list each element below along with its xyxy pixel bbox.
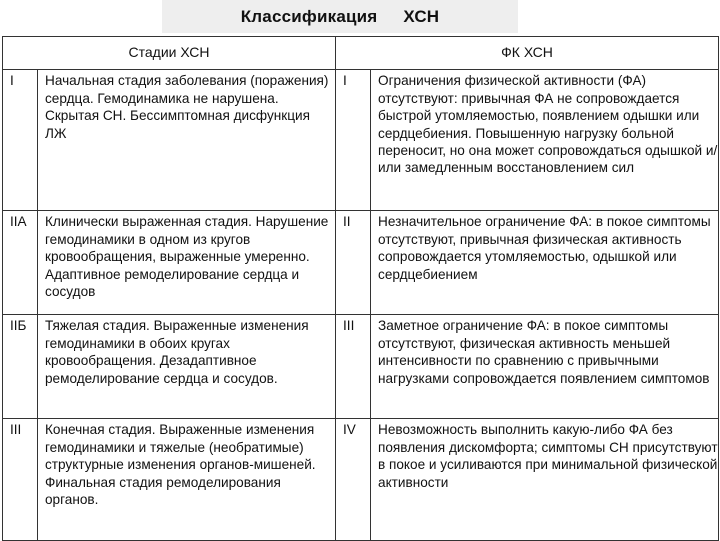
fc-code: IV [336,419,371,541]
header-stages: Стадии ХСН [3,37,336,70]
stage-description: Начальная стадия заболевания (поражения) сердца. Гемодинамика не нарушена. Скрытая СН. Бессимптомная дисфункция ЛЖ [38,70,336,211]
fc-description: Заметное ограничение ФА: в покое симптомы отсутствуют, физическая активность меньшей интенсивности по сравнению с привычными нагрузками сопровождается появлением симптомов [371,315,719,419]
fc-description: Невозможность выполнить какую-либо ФА без появления дискомфорта; симптомы СН присутствуют в покое и усиливаются при минимальной физической активности [371,419,719,541]
table-row [3,70,719,211]
table-header-row [3,37,719,70]
stage-code: I [3,70,38,211]
stage-code: IIA [3,211,38,315]
title-hsn: ХСН [403,6,440,26]
title-classification: Классификация [240,6,378,26]
stage-description: Конечная стадия. Выраженные изменения гемодинамики и тяжелые (необратимые) структурные изменения органов-мишеней. Финальная стадия ремоделирования органов. [38,419,336,541]
stage-description: Клинически выраженная стадия. Нарушение гемодинамики в одном из кругов кровообращения, выраженные умеренно. Адаптивное ремоделирование сердца и сосудов [38,211,336,315]
fc-description: Незначительное ограничение ФА: в покое симптомы отсутствуют, привычная физическая активность сопровождается утомляемостью, одышкой или сердцебиением [371,211,719,315]
stage-code: III [3,419,38,541]
fc-code: II [336,211,371,315]
fc-code: I [336,70,371,211]
table-row [3,315,719,419]
slide-title [162,0,518,33]
table-row [3,419,719,541]
fc-code: III [336,315,371,419]
header-functional-class: ФК ХСН [336,37,719,70]
stage-code: IIБ [3,315,38,419]
fc-description: Ограничения физической активности (ФА) отсутствуют: привычная ФА не сопровождается быстрой утомляемостью, появлением одышки или сердцебиения. Повышенную нагрузку больной переносит, но она может сопровождаться одышкой и/или замедленным восстановлением сил [371,70,719,211]
stage-description: Тяжелая стадия. Выраженные изменения гемодинамики в обоих кругах кровообращения. Дезадаптивное ремоделирование сердца и сосудов. [38,315,336,419]
table-row [3,211,719,315]
classification-table [2,36,719,541]
